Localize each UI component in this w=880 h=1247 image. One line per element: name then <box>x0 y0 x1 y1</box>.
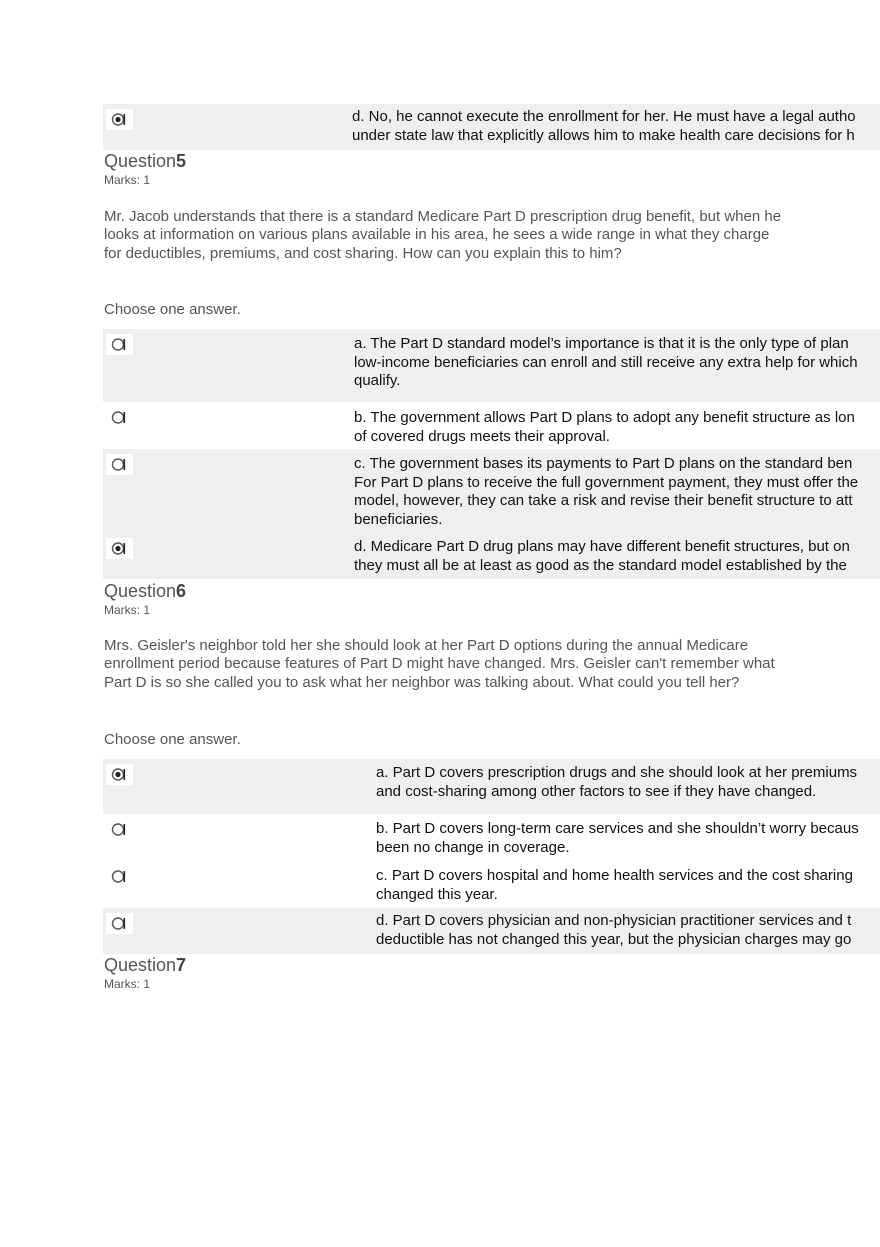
answer-line: qualify. <box>354 372 401 389</box>
question-marks: Marks: 1 <box>104 173 151 187</box>
radio-unselected-icon[interactable] <box>106 454 133 475</box>
question-number: 5 <box>176 151 187 171</box>
answer-line: d. Medicare Part D drug plans may have different benefit structures, but on <box>354 538 850 555</box>
radio-unselected-icon[interactable] <box>106 407 133 428</box>
answer-line: of covered drugs meets their approval. <box>354 427 610 445</box>
radio-unselected-icon[interactable] <box>106 819 133 840</box>
question-heading <box>104 151 186 172</box>
answer-row[interactable] <box>103 908 880 954</box>
radio-selected-icon[interactable] <box>106 109 133 130</box>
radio-unselected-icon[interactable] <box>106 334 133 355</box>
answer-line: c. Part D covers hospital and home health services and the cost sharing <box>376 867 853 884</box>
answer-line: and cost-sharing among other factors to see if they have changed. <box>376 782 817 800</box>
radio-selected-icon[interactable] <box>106 764 133 785</box>
choose-prompt: Choose one answer. <box>104 731 241 748</box>
answer-table-q6 <box>103 759 880 954</box>
question-heading <box>104 581 186 602</box>
answer-line: d. Part D covers physician and non-physician practitioner services and t <box>376 912 852 929</box>
answer-line: beneficiaries. <box>354 510 443 528</box>
answer-line: deductible has not changed this year, but the physician charges may go <box>376 930 852 948</box>
question-label: Question <box>104 955 177 975</box>
answer-line: model, however, they can take a risk and revise their benefit structure to att <box>354 492 853 509</box>
answer-line: they must all be at least as good as the standard model established by the <box>354 556 847 574</box>
answer-row[interactable] <box>103 759 880 814</box>
answer-line: changed this year. <box>376 885 498 903</box>
question-marks: Marks: 1 <box>104 603 151 617</box>
answer-table-q4 <box>103 104 880 150</box>
question-label: Question <box>104 581 177 601</box>
answer-line: b. Part D covers long-term care services and she shouldn’t worry becaus <box>376 820 859 837</box>
question-marks: Marks: 1 <box>104 977 151 991</box>
radio-unselected-icon[interactable] <box>106 866 133 887</box>
answer-line: a. The Part D standard model’s importance is that it is the only type of plan <box>354 335 849 352</box>
question-heading <box>104 955 186 976</box>
question-text: Mr. Jacob understands that there is a standard Medicare Part D prescription drug benefit, but when he looks at information on various plans available in his area, he sees a wide range in what they charge for deductibles, premiums, and cost sharing. How can you explain this to him? <box>104 208 782 262</box>
answer-row[interactable] <box>103 104 880 150</box>
radio-unselected-icon[interactable] <box>106 913 133 934</box>
question-text: Mrs. Geisler's neighbor told her she should look at her Part D options during the annual Medicare enrollment period because features of Part D might have changed. Mrs. Geisler can't remember what Part D is so she called you to ask what her neighbor was talking about. What could you tell her? <box>104 637 775 691</box>
answer-row[interactable] <box>103 402 880 449</box>
question-number: 7 <box>176 955 187 975</box>
answer-line: been no change in coverage. <box>376 838 570 856</box>
answer-line: a. Part D covers prescription drugs and she should look at her premiums <box>376 764 858 781</box>
answer-line: b. The government allows Part D plans to adopt any benefit structure as lon <box>354 409 855 426</box>
answer-row[interactable] <box>103 814 880 861</box>
answer-line: low-income beneficiaries can enroll and still receive any extra help for which <box>354 353 858 371</box>
answer-line: d. No, he cannot execute the enrollment for her. He must have a legal autho <box>352 108 856 125</box>
answer-row[interactable] <box>103 449 880 533</box>
question-label: Question <box>104 151 177 171</box>
answer-row[interactable] <box>103 329 880 402</box>
radio-selected-icon[interactable] <box>106 538 133 559</box>
answer-line: c. The government bases its payments to Part D plans on the standard ben <box>354 455 853 472</box>
choose-prompt: Choose one answer. <box>104 301 241 318</box>
answer-row[interactable] <box>103 533 880 579</box>
answer-row[interactable] <box>103 861 880 908</box>
answer-line: For Part D plans to receive the full government payment, they must offer the <box>354 473 859 491</box>
answer-line: under state law that explicitly allows him to make health care decisions for h <box>352 126 855 144</box>
question-number: 6 <box>176 581 187 601</box>
answer-table-q5 <box>103 329 880 579</box>
